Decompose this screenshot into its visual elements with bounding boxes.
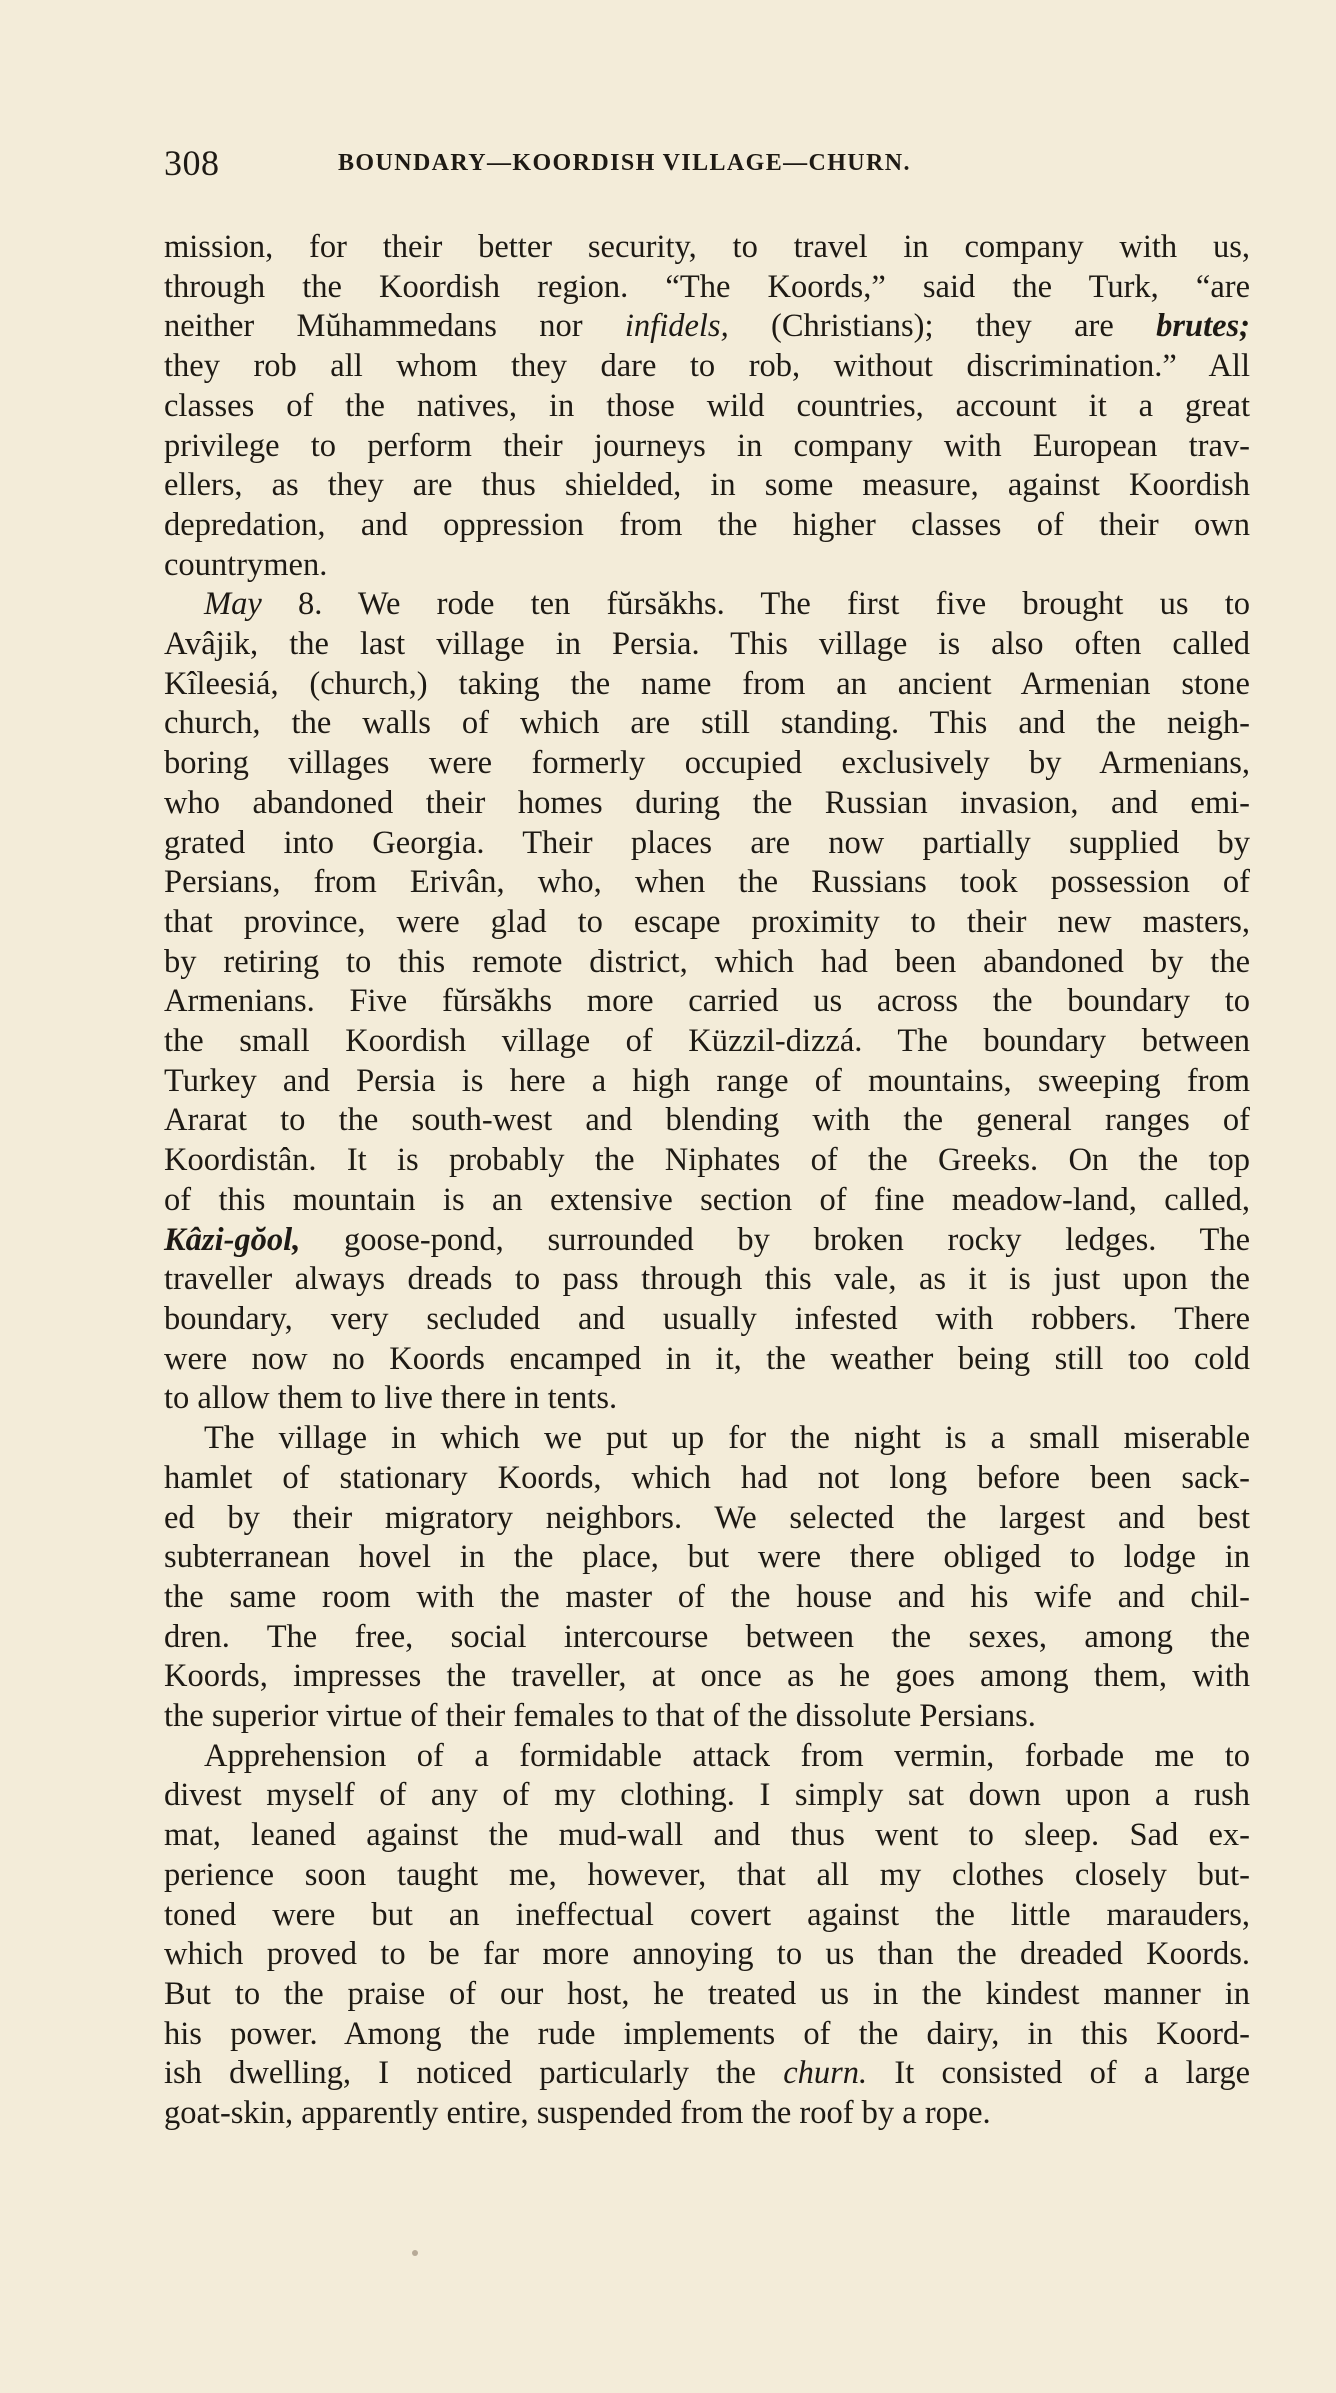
text-run: ellers, as they are thus shielded, in some measure, against Koordish xyxy=(164,467,1250,504)
text-run: Armenians. Five fŭrsăkhs more carried us across the boundary to xyxy=(164,983,1250,1020)
text-line xyxy=(164,1459,1250,1499)
text-run: classes of the natives, in those wild countries, account it a great xyxy=(164,387,1250,424)
text-line xyxy=(164,1181,1250,1221)
text-run: traveller always dreads to pass through this vale, as it is just upon the xyxy=(164,1261,1250,1298)
italic-run: infidels, xyxy=(624,308,729,345)
text-line xyxy=(164,1737,1250,1777)
text-line xyxy=(164,1419,1250,1459)
text-run: Kîleesiá, (church,) taking the name from an ancient Armenian stone xyxy=(164,665,1250,702)
text-run: that province, were glad to escape proximity to their new masters, xyxy=(164,903,1250,940)
text-run: boring villages were formerly occupied exclusively by Armenians, xyxy=(164,745,1250,782)
italic-run: May xyxy=(204,586,262,623)
text-line xyxy=(164,903,1250,943)
text-line xyxy=(164,1141,1250,1181)
text-line xyxy=(164,824,1250,864)
text-run: Persians, from Erivân, who, when the Russians took possession of xyxy=(164,864,1250,901)
text-run: of this mountain is an extensive section of fine meadow-land, called, xyxy=(164,1181,1250,1218)
text-run: Turkey and Persia is here a high range of mountains, sweeping from xyxy=(164,1062,1250,1099)
text-run: mat, leaned against the mud-wall and thus went to sleep. Sad ex- xyxy=(164,1817,1250,1854)
text-line xyxy=(164,2094,1250,2134)
text-line xyxy=(164,1896,1250,1936)
bold-italic-run: Kâzi-gŏol, xyxy=(164,1221,301,1258)
paragraph xyxy=(164,228,1250,585)
text-run: hamlet of stationary Koords, which had not long before been sack- xyxy=(164,1459,1250,1496)
text-run: through the Koordish region. “The Koords,” said the Turk, “are xyxy=(164,268,1250,305)
text-line xyxy=(164,1062,1250,1102)
paragraph xyxy=(164,1419,1250,1737)
text-line xyxy=(164,307,1250,347)
text-run: the same room with the master of the house and his wife and chil- xyxy=(164,1578,1250,1615)
text-run: Apprehension of a formidable attack from vermin, forbade me to xyxy=(204,1737,1250,1774)
text-line xyxy=(164,1300,1250,1340)
bold-italic-run: brutes; xyxy=(1156,308,1250,345)
italic-run: churn. xyxy=(783,2055,868,2092)
text-line xyxy=(164,228,1250,268)
paragraph xyxy=(164,1737,1250,2134)
text-line xyxy=(164,1816,1250,1856)
running-head xyxy=(164,142,1254,186)
text-run: depredation, and oppression from the higher classes of their own xyxy=(164,506,1250,543)
text-run: by retiring to this remote district, which had been abandoned by the xyxy=(164,943,1250,980)
text-run: Koords, impresses the traveller, at once as he goes among them, with xyxy=(164,1658,1250,1695)
text-line xyxy=(164,268,1250,308)
text-line xyxy=(164,1499,1250,1539)
text-line xyxy=(164,1221,1250,1261)
text-line xyxy=(164,665,1250,705)
text-line xyxy=(164,1657,1250,1697)
text-line xyxy=(164,2054,1250,2094)
text-run: church, the walls of which are still standing. This and the neigh- xyxy=(164,705,1250,742)
text-line xyxy=(164,1578,1250,1618)
text-run: goat-skin, apparently entire, suspended from the roof by a rope. xyxy=(164,2095,991,2132)
text-run: goose-pond, surrounded by broken rocky ledges. The xyxy=(300,1221,1250,1258)
text-run: boundary, very secluded and usually infested with robbers. There xyxy=(164,1300,1250,1337)
text-line xyxy=(164,2015,1250,2055)
text-line xyxy=(164,1935,1250,1975)
text-line xyxy=(164,625,1250,665)
text-run: privilege to perform their journeys in company with European trav- xyxy=(164,427,1250,464)
text-run: It consisted of a large xyxy=(867,2055,1250,2092)
text-line xyxy=(164,982,1250,1022)
paper-speck xyxy=(412,2250,418,2256)
text-line xyxy=(164,1618,1250,1658)
text-line xyxy=(164,1697,1250,1737)
text-line xyxy=(164,943,1250,983)
text-line xyxy=(164,347,1250,387)
text-line xyxy=(164,1379,1250,1419)
text-run: Ararat to the south-west and blending with the general ranges of xyxy=(164,1102,1250,1139)
text-line xyxy=(164,427,1250,467)
text-run: The village in which we put up for the night is a small miserable xyxy=(204,1420,1250,1457)
text-run: they rob all whom they dare to rob, without discrimination.” All xyxy=(164,348,1250,385)
text-run: who abandoned their homes during the Russian invasion, and emi- xyxy=(164,784,1250,821)
text-run: dren. The free, social intercourse between the sexes, among the xyxy=(164,1618,1250,1655)
text-run: his power. Among the rude implements of the dairy, in this Koord- xyxy=(164,2015,1250,2052)
body-text xyxy=(164,228,1250,2134)
text-line xyxy=(164,1340,1250,1380)
text-line xyxy=(164,1260,1250,1300)
paragraph xyxy=(164,585,1250,1419)
text-run: But to the praise of our host, he treated us in the kindest manner in xyxy=(164,1975,1250,2012)
text-run: the superior virtue of their females to that of the dissolute Persians. xyxy=(164,1698,1036,1735)
text-run: divest myself of any of my clothing. I simply sat down upon a rush xyxy=(164,1777,1250,1814)
text-run: grated into Georgia. Their places are now partially supplied by xyxy=(164,824,1250,861)
text-run: Koordistân. It is probably the Niphates of the Greeks. On the top xyxy=(164,1142,1250,1179)
text-run: neither Mŭhammedans nor xyxy=(164,308,625,345)
text-line xyxy=(164,744,1250,784)
text-run: perience soon taught me, however, that all my clothes closely but- xyxy=(164,1856,1250,1893)
text-run: Avâjik, the last village in Persia. This village is also often called xyxy=(164,626,1250,663)
text-run: ed by their migratory neighbors. We selected the largest and best xyxy=(164,1499,1250,1536)
text-line xyxy=(164,784,1250,824)
text-run: countrymen. xyxy=(164,546,328,583)
text-run: subterranean hovel in the place, but were there obliged to lodge in xyxy=(164,1539,1250,1576)
text-line xyxy=(164,863,1250,903)
text-line xyxy=(164,1776,1250,1816)
text-line xyxy=(164,1022,1250,1062)
text-line xyxy=(164,1101,1250,1141)
text-line xyxy=(164,585,1250,625)
text-run: to allow them to live there in tents. xyxy=(164,1380,618,1417)
text-line xyxy=(164,704,1250,744)
text-line xyxy=(164,1856,1250,1896)
text-run: the small Koordish village of Küzzil-dizzá. The boundary between xyxy=(164,1023,1250,1060)
text-run: toned were but an ineffectual covert against the little marauders, xyxy=(164,1896,1250,1933)
text-run: mission, for their better security, to travel in company with us, xyxy=(164,229,1250,265)
text-run: (Christians); they are xyxy=(728,308,1157,345)
text-run: which proved to be far more annoying to us than the dreaded Koords. xyxy=(164,1936,1250,1973)
text-line xyxy=(164,506,1250,546)
text-line xyxy=(164,546,1250,586)
text-line xyxy=(164,1975,1250,2015)
page-number: 308 xyxy=(164,143,220,183)
text-run: 8. We rode ten fŭrsăkhs. The first five brought us to xyxy=(261,586,1250,623)
running-title: BOUNDARY—KOORDISH VILLAGE—CHURN. xyxy=(338,150,911,176)
text-line xyxy=(164,387,1250,427)
text-run: were now no Koords encamped in it, the weather being still too cold xyxy=(164,1340,1250,1377)
text-line xyxy=(164,1538,1250,1578)
text-run: ish dwelling, I noticed particularly the xyxy=(164,2055,784,2092)
text-line xyxy=(164,466,1250,506)
